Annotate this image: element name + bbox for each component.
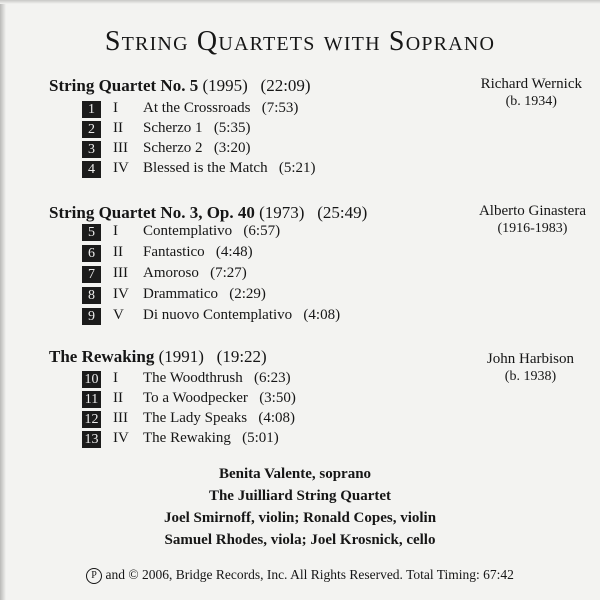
composer-name: Alberto Ginastera [478,203,586,219]
movement-time: (4:48) [215,244,253,260]
composer-dates: (b. 1938) [504,369,557,384]
movement-numeral: III [113,265,128,281]
movement-numeral: II [113,244,123,260]
movement-time: (5:01) [242,430,279,446]
movement-title-line [143,307,340,324]
movement-title: To a Woodpecker [143,390,248,406]
phonogram-copyright-symbol: P [86,568,102,584]
movement-time: (2:29) [229,286,266,302]
ensemble-members-line-1: Joel Smirnoff, violin; Ronald Copes, violin [163,510,437,526]
track-number-badge: 13 [82,431,101,448]
track-number-badge: 2 [82,121,101,138]
movement-numeral: III [113,410,128,426]
movement-title: At the Crossroads [143,100,251,116]
track-number-badge: 12 [82,411,101,428]
movement-time: (3:20) [213,140,251,156]
movement-title: Scherzo 2 [143,140,203,156]
movement-title-line [143,410,295,427]
movement-title: The Woodthrush [143,370,243,386]
movement-title: Di nuovo Contemplativo [143,307,293,323]
composer-credit [487,351,574,385]
movement-title-line [143,223,280,240]
movement-title: Blessed is the Match [143,160,268,176]
movement-title-line [143,244,253,261]
track-number-badge: 6 [82,245,101,262]
movement-numeral: IV [113,286,129,302]
work-heading [49,347,267,367]
track-number-badge: 9 [82,308,101,325]
movement-title: The Rewaking [143,430,231,446]
composer-name: Richard Wernick [480,76,582,92]
movement-time: (5:21) [278,160,316,176]
composer-credit [481,76,582,110]
copyright-footer [0,567,600,584]
movement-numeral: IV [113,430,129,446]
movement-time: (7:53) [261,100,299,116]
movement-numeral: II [113,120,123,136]
track-number-badge: 1 [82,101,101,118]
footer-text: 2006, Bridge Records, Inc. All Rights Reserved. Total Timing: 67:42 [141,567,514,582]
movement-numeral: II [113,390,123,406]
movement-title: Fantastico [143,244,205,260]
movement-time: (5:35) [213,120,251,136]
track-number-badge: 11 [82,391,101,408]
movement-title: The Lady Speaks [143,410,248,426]
performer-credits [0,463,600,551]
movement-title: Amoroso [143,265,199,281]
work-year: (1991) [158,347,204,366]
movement-title-line [143,430,279,447]
work-duration: (22:09) [260,76,311,95]
movement-title-line [143,140,250,157]
movement-time: (4:08) [303,307,341,323]
movement-time: (4:08) [258,410,296,426]
movement-numeral: I [113,370,118,386]
movement-time: (6:57) [243,223,281,239]
copyright-symbol: © [128,567,139,582]
work-year: (1973) [259,203,305,222]
movement-time: (7:27) [210,265,247,281]
movement-title: Scherzo 1 [143,120,203,136]
ensemble-credit: The Juilliard String Quartet [208,488,392,504]
track-number-badge: 8 [82,287,101,304]
movement-time: (3:50) [259,390,296,406]
movement-title-line [143,120,250,137]
movement-title-line [143,370,291,387]
page-title: String Quartets with Soprano [104,26,496,57]
work-heading [49,76,311,96]
work-heading [49,203,367,223]
movement-numeral: I [113,100,118,116]
composer-dates: (b. 1934) [505,94,557,109]
page-edge-shadow-top [0,0,600,4]
movement-title-line [143,265,247,282]
movement-title: Drammatico [143,286,218,302]
work-title: The Rewaking [49,347,155,366]
track-number-badge: 3 [82,141,101,158]
soloist-credit: Benita Valente, soprano [218,466,372,482]
ensemble-members-line-2: Samuel Rhodes, viola; Joel Krosnick, cello [164,532,436,548]
work-duration: (25:49) [317,203,368,222]
movement-title: Contemplativo [143,223,233,239]
movement-title-line [143,160,316,177]
composer-credit [479,203,586,237]
movement-numeral: IV [113,160,129,176]
work-title: String Quartet No. 5 [49,76,199,95]
track-number-badge: 7 [82,266,101,283]
movement-title-line [143,100,298,117]
composer-dates: (1916-1983) [497,221,568,236]
track-number-badge: 5 [82,224,101,241]
work-title: String Quartet No. 3, Op. 40 [49,203,255,222]
movement-time: (6:23) [254,370,291,386]
footer-and: and [105,567,125,582]
movement-numeral: I [113,223,118,239]
work-year: (1995) [202,76,248,95]
movement-numeral: III [113,140,128,156]
movement-numeral: V [113,307,124,323]
work-duration: (19:22) [216,347,267,366]
track-number-badge: 10 [82,371,101,388]
composer-name: John Harbison [486,351,574,367]
track-number-badge: 4 [82,161,101,178]
movement-title-line [143,286,266,303]
movement-title-line [143,390,296,407]
